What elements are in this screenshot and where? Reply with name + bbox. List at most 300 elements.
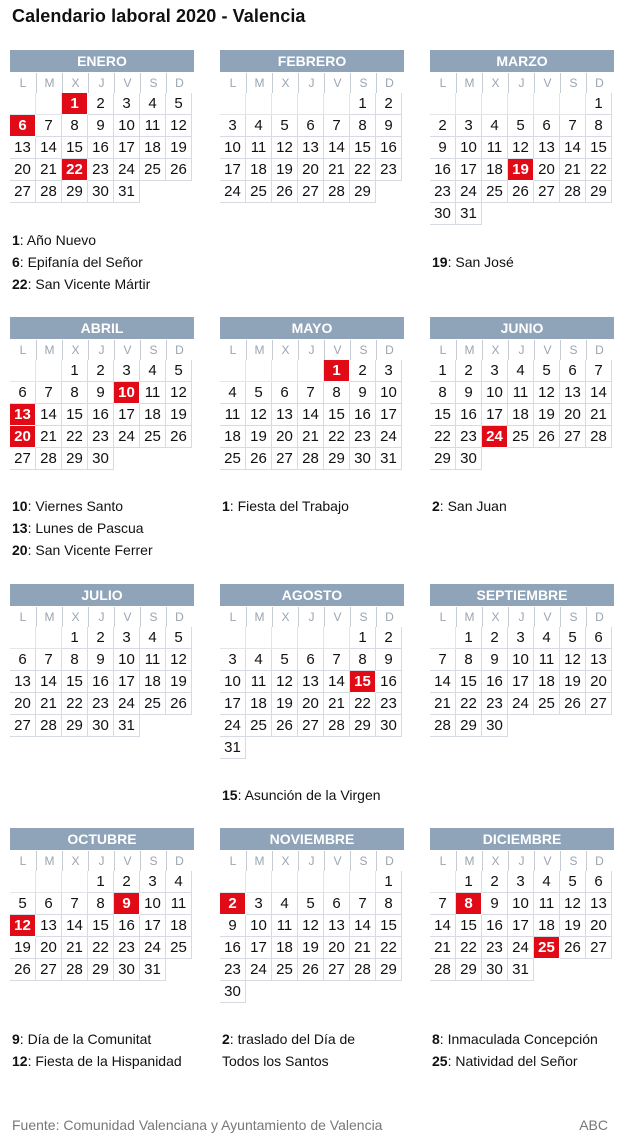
holiday-note-text: : San Juan: [439, 498, 507, 514]
holiday-note-text: : Epifanía del Señor: [19, 254, 143, 270]
month-agosto: [220, 584, 404, 759]
day-cell: 27: [272, 448, 298, 470]
day-cell: 28: [350, 959, 376, 981]
weekday-label: X: [272, 607, 298, 627]
empty-day-cell: [10, 871, 36, 893]
weekday-label: J: [88, 73, 114, 93]
holiday-day-cell: 15: [350, 671, 376, 693]
day-cell: 29: [456, 715, 482, 737]
day-cell: 21: [36, 426, 62, 448]
day-cell: 7: [324, 649, 350, 671]
day-cell: 6: [298, 115, 324, 137]
day-cell: 15: [62, 404, 88, 426]
day-cell: 21: [324, 159, 350, 181]
empty-day-cell: [272, 627, 298, 649]
day-cell: 25: [246, 715, 272, 737]
day-cell: 29: [376, 959, 402, 981]
holiday-note-day: 25: [432, 1053, 448, 1069]
holiday-day-cell: 8: [456, 893, 482, 915]
weekday-label: D: [166, 851, 192, 871]
day-cell: 13: [586, 649, 612, 671]
day-cell: 27: [560, 426, 586, 448]
day-cell: 7: [430, 893, 456, 915]
day-cell: 3: [508, 627, 534, 649]
day-cell: 12: [246, 404, 272, 426]
holiday-day-cell: 22: [62, 159, 88, 181]
holiday-notes-q3-mid: [222, 784, 381, 806]
month-header: DICIEMBRE: [430, 828, 614, 850]
holiday-note: [12, 495, 153, 517]
empty-day-cell: [246, 360, 272, 382]
weekday-label: S: [140, 73, 166, 93]
day-cell: 6: [36, 893, 62, 915]
weekday-label: M: [36, 851, 62, 871]
day-cell: 8: [350, 649, 376, 671]
weekday-label: D: [376, 607, 402, 627]
weekday-label: J: [298, 851, 324, 871]
weekday-header-row: [10, 340, 194, 360]
day-grid: [10, 627, 194, 737]
month-noviembre: [220, 828, 404, 1003]
day-cell: 14: [298, 404, 324, 426]
weekday-label: M: [36, 73, 62, 93]
day-cell: 2: [350, 360, 376, 382]
day-cell: 5: [272, 649, 298, 671]
day-cell: 4: [220, 382, 246, 404]
weekday-header-row: [430, 851, 614, 871]
day-cell: 8: [88, 893, 114, 915]
holiday-day-cell: 19: [508, 159, 534, 181]
day-cell: 21: [560, 159, 586, 181]
day-cell: 6: [586, 627, 612, 649]
day-cell: 17: [246, 937, 272, 959]
day-cell: 26: [534, 426, 560, 448]
day-cell: 1: [430, 360, 456, 382]
weekday-label: J: [508, 73, 534, 93]
holiday-note-day: 6: [12, 254, 20, 270]
day-cell: 18: [246, 159, 272, 181]
day-cell: 18: [534, 915, 560, 937]
weekday-label: S: [560, 851, 586, 871]
day-cell: 17: [376, 404, 402, 426]
day-cell: 22: [350, 159, 376, 181]
weekday-label: S: [140, 340, 166, 360]
day-cell: 29: [456, 959, 482, 981]
month-diciembre: [430, 828, 614, 981]
day-cell: 12: [166, 382, 192, 404]
day-cell: 24: [114, 426, 140, 448]
weekday-label: S: [560, 73, 586, 93]
day-cell: 1: [62, 627, 88, 649]
day-cell: 1: [88, 871, 114, 893]
weekday-label: L: [439, 343, 447, 357]
day-cell: 4: [140, 627, 166, 649]
weekday-header-row: [10, 851, 194, 871]
day-cell: 4: [246, 649, 272, 671]
day-cell: 9: [376, 115, 402, 137]
day-cell: 11: [508, 382, 534, 404]
day-cell: 3: [220, 115, 246, 137]
day-cell: 3: [114, 627, 140, 649]
day-cell: 9: [88, 649, 114, 671]
empty-day-cell: [220, 360, 246, 382]
holiday-note-text: Todos los Santos: [222, 1053, 329, 1069]
weekday-label: V: [534, 73, 560, 93]
day-cell: 14: [36, 404, 62, 426]
day-cell: 6: [560, 360, 586, 382]
empty-day-cell: [36, 871, 62, 893]
day-cell: 12: [534, 382, 560, 404]
holiday-note: [432, 495, 507, 517]
day-cell: 15: [88, 915, 114, 937]
day-cell: 7: [36, 649, 62, 671]
day-cell: 30: [482, 715, 508, 737]
day-cell: 27: [298, 715, 324, 737]
holiday-note-day: 12: [12, 1053, 28, 1069]
day-cell: 22: [456, 693, 482, 715]
day-cell: 26: [560, 937, 586, 959]
day-cell: 9: [88, 382, 114, 404]
day-cell: 19: [166, 671, 192, 693]
day-cell: 28: [36, 715, 62, 737]
day-cell: 22: [62, 426, 88, 448]
day-cell: 16: [376, 671, 402, 693]
day-cell: 4: [508, 360, 534, 382]
day-cell: 2: [88, 360, 114, 382]
day-cell: 10: [246, 915, 272, 937]
weekday-label: L: [439, 610, 447, 624]
empty-day-cell: [10, 360, 36, 382]
month-header: JULIO: [10, 584, 194, 606]
holiday-notes-q2-right: [432, 495, 507, 517]
day-cell: 11: [534, 649, 560, 671]
day-cell: 22: [376, 937, 402, 959]
day-cell: 23: [430, 181, 456, 203]
weekday-label: L: [19, 854, 27, 868]
day-cell: 21: [62, 937, 88, 959]
day-cell: 24: [246, 959, 272, 981]
day-cell: 26: [166, 693, 192, 715]
day-cell: 23: [482, 693, 508, 715]
day-cell: 23: [456, 426, 482, 448]
empty-day-cell: [298, 360, 324, 382]
weekday-label: V: [114, 73, 140, 93]
weekday-label: S: [560, 340, 586, 360]
day-cell: 27: [586, 937, 612, 959]
day-cell: 4: [140, 93, 166, 115]
holiday-note: [12, 251, 150, 273]
weekday-label: L: [439, 854, 447, 868]
day-cell: 5: [166, 360, 192, 382]
day-cell: 4: [482, 115, 508, 137]
day-cell: 20: [324, 937, 350, 959]
day-cell: 10: [456, 137, 482, 159]
day-grid: [430, 360, 614, 470]
day-cell: 5: [246, 382, 272, 404]
day-cell: 18: [140, 404, 166, 426]
day-cell: 5: [560, 627, 586, 649]
weekday-label: D: [166, 73, 192, 93]
day-cell: 18: [508, 404, 534, 426]
day-cell: 2: [88, 93, 114, 115]
holiday-note-text: : Día de la Comunitat: [19, 1031, 152, 1047]
day-cell: 26: [246, 448, 272, 470]
month-octubre: [10, 828, 194, 981]
day-cell: 16: [482, 671, 508, 693]
day-cell: 15: [376, 915, 402, 937]
day-cell: 13: [324, 915, 350, 937]
day-cell: 11: [246, 137, 272, 159]
day-grid: [10, 93, 194, 203]
day-cell: 30: [88, 181, 114, 203]
holiday-day-cell: 10: [114, 382, 140, 404]
day-cell: 13: [10, 671, 36, 693]
day-cell: 1: [350, 93, 376, 115]
day-cell: 24: [456, 181, 482, 203]
day-cell: 27: [298, 181, 324, 203]
day-cell: 19: [166, 137, 192, 159]
day-cell: 11: [482, 137, 508, 159]
day-cell: 20: [10, 159, 36, 181]
empty-day-cell: [350, 871, 376, 893]
day-cell: 14: [36, 137, 62, 159]
day-cell: 27: [534, 181, 560, 203]
weekday-label: M: [246, 851, 272, 871]
holiday-note-day: 22: [12, 276, 28, 292]
day-cell: 12: [272, 671, 298, 693]
day-cell: 29: [62, 448, 88, 470]
month-marzo: [430, 50, 614, 225]
holiday-note-day: 2: [222, 1031, 230, 1047]
day-cell: 17: [220, 159, 246, 181]
day-cell: 5: [560, 871, 586, 893]
day-cell: 26: [166, 159, 192, 181]
day-cell: 26: [560, 693, 586, 715]
weekday-label: S: [140, 851, 166, 871]
holiday-note-text: : Fiesta de la Hispanidad: [27, 1053, 182, 1069]
day-cell: 23: [482, 937, 508, 959]
day-cell: 19: [246, 426, 272, 448]
source-credit: Fuente: Comunidad Valenciana y Ayuntamiento de Valencia: [12, 1117, 383, 1133]
weekday-label: J: [88, 607, 114, 627]
holiday-note-day: 19: [432, 254, 448, 270]
day-cell: 16: [114, 915, 140, 937]
weekday-label: S: [350, 607, 376, 627]
day-cell: 21: [586, 404, 612, 426]
weekday-label: M: [246, 73, 272, 93]
day-cell: 24: [140, 937, 166, 959]
empty-day-cell: [298, 871, 324, 893]
day-cell: 29: [350, 715, 376, 737]
day-cell: 29: [430, 448, 456, 470]
day-cell: 2: [376, 93, 402, 115]
day-cell: 6: [272, 382, 298, 404]
weekday-label: M: [456, 73, 482, 93]
day-cell: 23: [350, 426, 376, 448]
day-cell: 11: [166, 893, 192, 915]
month-enero: [10, 50, 194, 203]
day-cell: 20: [586, 671, 612, 693]
weekday-label: L: [229, 854, 237, 868]
empty-day-cell: [298, 627, 324, 649]
weekday-label: S: [350, 851, 376, 871]
day-cell: 13: [298, 137, 324, 159]
day-cell: 26: [272, 181, 298, 203]
empty-day-cell: [430, 627, 456, 649]
holiday-note: [12, 229, 150, 251]
day-cell: 10: [220, 671, 246, 693]
day-cell: 1: [456, 871, 482, 893]
day-cell: 3: [114, 93, 140, 115]
day-cell: 18: [220, 426, 246, 448]
day-cell: 4: [166, 871, 192, 893]
weekday-label: D: [166, 340, 192, 360]
weekday-label: X: [272, 73, 298, 93]
weekday-header-row: [430, 340, 614, 360]
day-cell: 13: [36, 915, 62, 937]
day-cell: 5: [534, 360, 560, 382]
holiday-note-text: : San José: [447, 254, 514, 270]
holiday-notes-q1-left: [12, 229, 150, 295]
weekday-label: D: [166, 607, 192, 627]
weekday-label: S: [140, 607, 166, 627]
day-cell: 13: [298, 671, 324, 693]
day-cell: 22: [456, 937, 482, 959]
holiday-day-cell: 9: [114, 893, 140, 915]
day-cell: 30: [430, 203, 456, 225]
day-cell: 29: [88, 959, 114, 981]
day-cell: 15: [62, 671, 88, 693]
day-cell: 30: [88, 448, 114, 470]
day-cell: 21: [298, 426, 324, 448]
holiday-note: [222, 1050, 355, 1072]
empty-day-cell: [36, 360, 62, 382]
day-cell: 4: [246, 115, 272, 137]
day-cell: 16: [350, 404, 376, 426]
holiday-day-cell: 12: [10, 915, 36, 937]
month-mayo: [220, 317, 404, 470]
day-cell: 20: [298, 159, 324, 181]
weekday-label: L: [19, 610, 27, 624]
holiday-day-cell: 20: [10, 426, 36, 448]
empty-day-cell: [324, 627, 350, 649]
weekday-label: X: [62, 607, 88, 627]
day-cell: 30: [220, 981, 246, 1003]
day-cell: 19: [272, 159, 298, 181]
holiday-note: [12, 1050, 182, 1072]
day-cell: 25: [140, 426, 166, 448]
day-cell: 27: [324, 959, 350, 981]
day-cell: 17: [114, 671, 140, 693]
day-cell: 13: [586, 893, 612, 915]
weekday-label: X: [62, 851, 88, 871]
holiday-note: [12, 1028, 182, 1050]
day-cell: 7: [298, 382, 324, 404]
empty-day-cell: [220, 871, 246, 893]
day-cell: 14: [350, 915, 376, 937]
day-cell: 14: [430, 915, 456, 937]
day-cell: 24: [114, 159, 140, 181]
day-cell: 3: [246, 893, 272, 915]
day-grid: [10, 360, 194, 470]
month-julio: [10, 584, 194, 737]
day-cell: 26: [272, 715, 298, 737]
day-cell: 13: [560, 382, 586, 404]
day-cell: 20: [10, 693, 36, 715]
day-cell: 15: [456, 915, 482, 937]
day-cell: 20: [534, 159, 560, 181]
weekday-header-row: [220, 73, 404, 93]
day-cell: 15: [62, 137, 88, 159]
day-grid: [430, 627, 614, 737]
day-cell: 3: [376, 360, 402, 382]
weekday-label: M: [456, 607, 482, 627]
day-cell: 25: [534, 693, 560, 715]
holiday-note: [222, 1028, 355, 1050]
empty-day-cell: [246, 93, 272, 115]
day-cell: 15: [456, 671, 482, 693]
weekday-label: X: [272, 340, 298, 360]
holiday-notes-q2-mid: [222, 495, 349, 517]
day-cell: 21: [36, 693, 62, 715]
empty-day-cell: [272, 93, 298, 115]
day-cell: 2: [482, 871, 508, 893]
day-grid: [220, 627, 404, 759]
day-cell: 6: [586, 871, 612, 893]
day-cell: 1: [456, 627, 482, 649]
holiday-notes-q2-left: [12, 495, 153, 561]
month-header: JUNIO: [430, 317, 614, 339]
day-cell: 30: [482, 959, 508, 981]
month-febrero: [220, 50, 404, 203]
day-cell: 16: [88, 671, 114, 693]
day-cell: 21: [430, 937, 456, 959]
day-cell: 13: [534, 137, 560, 159]
day-cell: 26: [508, 181, 534, 203]
empty-day-cell: [272, 360, 298, 382]
day-cell: 2: [430, 115, 456, 137]
holiday-day-cell: 24: [482, 426, 508, 448]
day-cell: 25: [272, 959, 298, 981]
day-cell: 24: [508, 937, 534, 959]
day-cell: 8: [456, 649, 482, 671]
day-cell: 23: [88, 426, 114, 448]
day-cell: 8: [324, 382, 350, 404]
month-header: MAYO: [220, 317, 404, 339]
day-cell: 14: [36, 671, 62, 693]
holiday-note: [222, 784, 381, 806]
day-cell: 11: [220, 404, 246, 426]
day-cell: 28: [36, 181, 62, 203]
day-cell: 28: [36, 448, 62, 470]
day-cell: 19: [560, 671, 586, 693]
empty-day-cell: [430, 93, 456, 115]
day-cell: 9: [376, 649, 402, 671]
day-cell: 26: [298, 959, 324, 981]
day-cell: 21: [36, 159, 62, 181]
weekday-label: L: [229, 343, 237, 357]
day-cell: 31: [220, 737, 246, 759]
day-cell: 3: [482, 360, 508, 382]
day-cell: 3: [456, 115, 482, 137]
day-cell: 14: [62, 915, 88, 937]
day-cell: 2: [114, 871, 140, 893]
holiday-day-cell: 1: [62, 93, 88, 115]
month-header: SEPTIEMBRE: [430, 584, 614, 606]
empty-day-cell: [272, 871, 298, 893]
weekday-label: X: [482, 73, 508, 93]
day-cell: 8: [62, 382, 88, 404]
